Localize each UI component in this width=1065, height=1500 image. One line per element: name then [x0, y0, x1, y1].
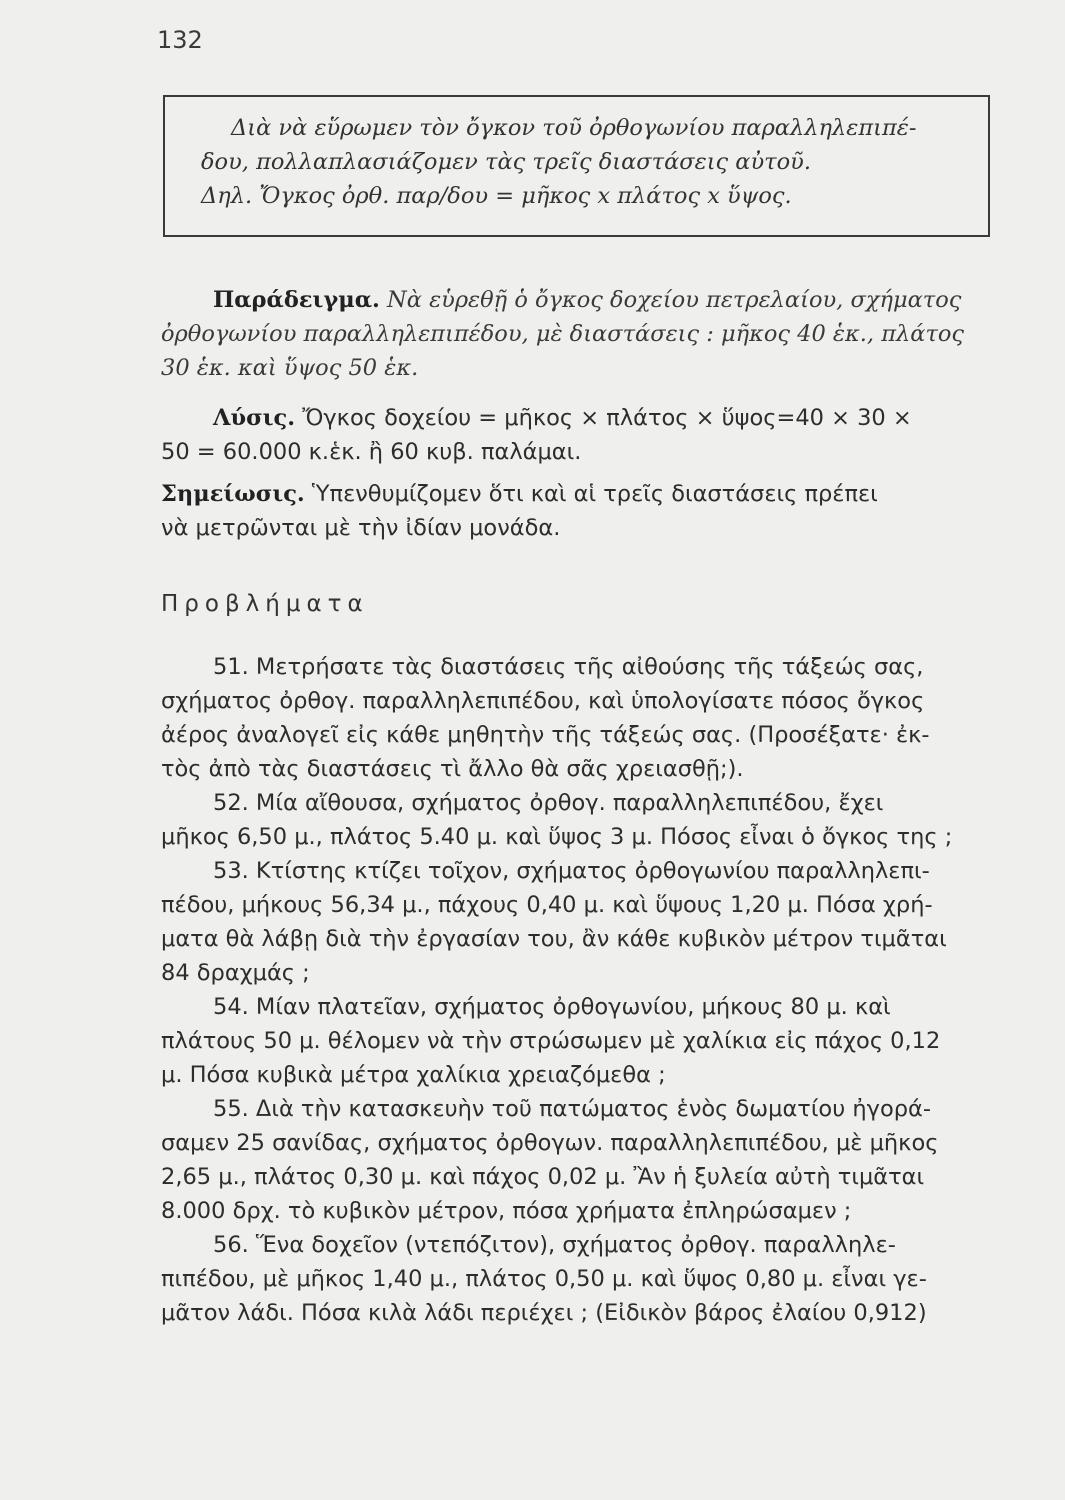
page-number: 132	[157, 26, 203, 54]
problem-line: 84 δραχμάς ;	[161, 960, 310, 986]
solution-text: Ὄγκος δοχείου = μῆκος × πλάτος × ὕψος=40 × 30 ×	[302, 405, 912, 431]
problem-line: πιπέδου, μὲ μῆκος 1,40 μ., πλάτος 0,50 μ. καὶ ὕψος 0,80 μ. εἶναι γε-	[161, 1266, 927, 1292]
problem-line: μ. Πόσα κυβικὰ μέτρα χαλίκια χρειαζόμεθα ;	[161, 1062, 666, 1088]
problem-line: 54. Μίαν πλατεῖαν, σχήματος ὀρθογωνίου, μήκους 80 μ. καὶ	[213, 994, 891, 1020]
problem-line: ἀέρος ἀναλογεῖ εἰς κάθε μηθητὴν τῆς τάξεώς σας. (Προσέξατε· ἐκ-	[161, 722, 930, 748]
problem-line: 52. Μία αἴθουσα, σχήματος ὀρθογ. παραλληλεπιπέδου, ἔχει	[213, 790, 884, 816]
problems-heading: Προβλήματα	[161, 591, 369, 617]
problem-line: μᾶτον λάδι. Πόσα κιλὰ λάδι περιέχει ; (Εἰδικὸν βάρος ἐλαίου 0,912)	[161, 1300, 927, 1326]
example-text: ὀρθογωνίου παραλληλεπιπέδου, μὲ διαστάσεις : μῆκος 40 ἑκ., πλάτος	[161, 321, 965, 347]
solution-text: 50 = 60.000 κ.ἑκ. ἢ 60 κυβ. παλάμαι.	[161, 439, 582, 465]
example-text: Νὰ εὑρεθῇ ὁ ὄγκος δοχείου πετρελαίου, σχήματος	[387, 287, 962, 313]
problem-line: 8.000 δρχ. τὸ κυβικὸν μέτρον, πόσα χρήματα ἐπληρώσαμεν ;	[161, 1198, 852, 1224]
example-text: 30 ἑκ. καὶ ὕψος 50 ἑκ.	[161, 355, 419, 381]
problem-line: τὸς ἀπὸ τὰς διαστάσεις τὶ ἄλλο θὰ σᾶς χρειασθῇ;).	[161, 756, 744, 782]
solution-section	[161, 401, 1006, 469]
rule-line: Δηλ. Ὄγκος ὀρθ. παρ/δου = μῆκος x πλάτος x ὕψος.	[201, 183, 792, 209]
problem-line: 2,65 μ., πλάτος 0,30 μ. καὶ πάχος 0,02 μ. Ἂν ἡ ξυλεία αὐτὴ τιμᾶται	[161, 1164, 925, 1190]
problem-line: σαμεν 25 σανίδας, σχήματος ὀρθογων. παραλληλεπιπέδου, μὲ μῆκος	[161, 1130, 939, 1156]
problems-list	[161, 650, 1006, 1330]
rule-line: δου, πολλαπλασιάζομεν τὰς τρεῖς διαστάσεις αὐτοῦ.	[201, 149, 811, 175]
note-text: νὰ μετρῶνται μὲ τὴν ἰδίαν μονάδα.	[161, 515, 561, 541]
note-text: Ὑπενθυμίζομεν ὅτι καὶ αἱ τρεῖς διαστάσεις πρέπει	[311, 481, 878, 507]
problem-line: 51. Μετρήσατε τὰς διαστάσεις τῆς αἰθούσης τῆς τάξεώς σας,	[213, 654, 924, 680]
problem-line: πλάτους 50 μ. θέλομεν νὰ τὴν στρώσωμεν μὲ χαλίκια εἰς πάχος 0,12	[161, 1028, 941, 1054]
problem-line: 53. Κτίστης κτίζει τοῖχον, σχήματος ὀρθογωνίου παραλληλεπι-	[213, 858, 930, 884]
example-section	[161, 283, 1006, 385]
rule-box	[163, 95, 990, 237]
example-label: Παράδειγμα.	[213, 287, 380, 313]
problem-line: 55. Διὰ τὴν κατασκευὴν τοῦ πατώματος ἑνὸς δωματίου ἠγορά-	[213, 1096, 931, 1122]
problem-line: σχήματος ὀρθογ. παραλληλεπιπέδου, καὶ ὑπολογίσατε πόσος ὄγκος	[161, 688, 925, 714]
solution-label: Λύσις.	[213, 405, 296, 431]
problem-line: μῆκος 6,50 μ., πλάτος 5.40 μ. καὶ ὕψος 3 μ. Πόσος εἶναι ὁ ὄγκος της ;	[161, 824, 953, 850]
problem-line: ματα θὰ λάβῃ διὰ τὴν ἐργασίαν του, ἂν κάθε κυβικὸν μέτρον τιμᾶται	[161, 926, 947, 952]
problem-line: πέδου, μήκους 56,34 μ., πάχους 0,40 μ. καὶ ὕψους 1,20 μ. Πόσα χρή-	[161, 892, 933, 918]
rule-line: Διὰ νὰ εὕρωμεν τὸν ὄγκον τοῦ ὀρθογωνίου παραλληλεπιπέ-	[231, 115, 917, 141]
note-section	[161, 477, 1006, 545]
problem-line: 56. Ἕνα δοχεῖον (ντεπόζιτον), σχήματος ὀρθογ. παραλληλε-	[213, 1232, 896, 1258]
note-label: Σημείωσις.	[161, 481, 305, 507]
